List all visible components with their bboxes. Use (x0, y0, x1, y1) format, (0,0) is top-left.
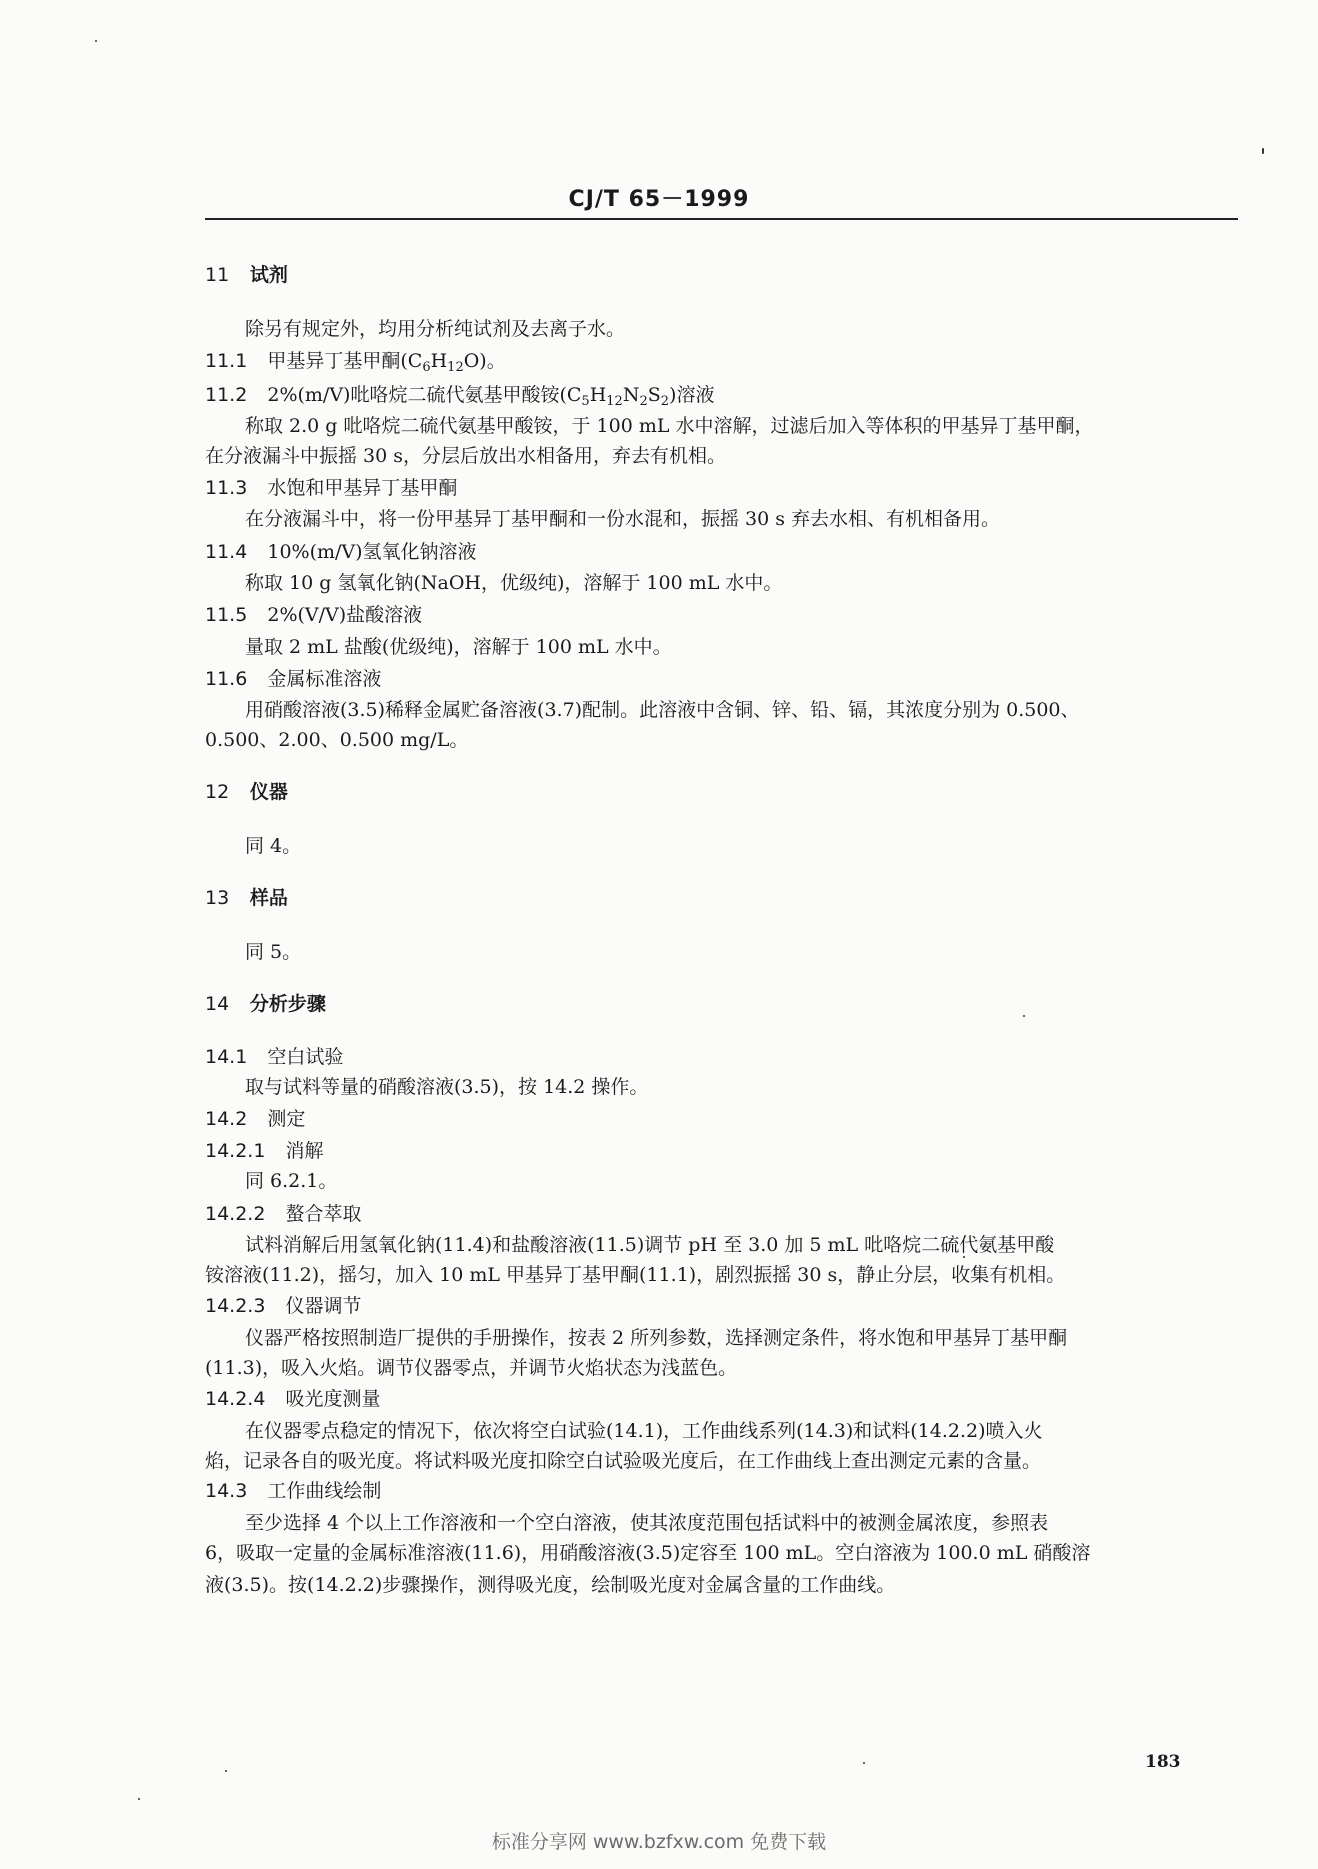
paragraph-14-3-line-3: 液(3.5)。按(14.2.2)步骤操作，测得吸光度，绘制吸光度对金属含量的工作曲线。 (205, 1574, 896, 1596)
section-number: 12 (205, 781, 230, 803)
page-number: 183 (1145, 1752, 1181, 1772)
scan-speck (1023, 1015, 1025, 1017)
section-11-4-heading (205, 539, 477, 565)
section-title: 2%(V/V)盐酸溶液 (267, 604, 423, 626)
section-title: 消解 (285, 1140, 324, 1162)
section-11-5-heading (205, 602, 422, 628)
section-number: 14.2.3 (205, 1295, 266, 1317)
scan-speck (1262, 148, 1264, 154)
section-14-heading (205, 991, 326, 1017)
section-14-2-4-heading (205, 1386, 381, 1412)
paragraph-11-intro: 除另有规定外，均用分析纯试剂及去离子水。 (245, 318, 626, 340)
paragraph-11-5: 量取 2 mL 盐酸(优级纯)，溶解于 100 mL 水中。 (245, 636, 672, 658)
section-title: 工作曲线绘制 (267, 1480, 382, 1502)
scan-speck (863, 1762, 865, 1764)
section-number: 14.2.4 (205, 1388, 266, 1410)
section-number: 11.3 (205, 477, 248, 499)
section-number: 14.2 (205, 1108, 248, 1130)
section-title: 分析步骤 (249, 993, 326, 1015)
paragraph-11-2-line-2: 在分液漏斗中振摇 30 s，分层后放出水相备用，弃去有机相。 (205, 445, 727, 467)
section-title: 10%(m/V)氢氧化钠溶液 (267, 541, 477, 563)
section-title: 空白试验 (267, 1046, 344, 1068)
paragraph-14-3-line-2: 6，吸取一定量的金属标准溶液(11.6)，用硝酸溶液(3.5)定容至 100 mL。空白溶液为 100.0 mL 硝酸溶 (205, 1542, 1091, 1564)
paragraph-11-4: 称取 10 g 氢氧化钠(NaOH，优级纯)，溶解于 100 mL 水中。 (245, 572, 783, 594)
section-title: 测定 (267, 1108, 306, 1130)
paragraph-14-2-2-line-2: 铵溶液(11.2)，摇匀，加入 10 mL 甲基异丁基甲酮(11.1)，剧烈振摇 30 s，静止分层，收集有机相。 (205, 1264, 1066, 1286)
paragraph-14-1: 取与试料等量的硝酸溶液(3.5)，按 14.2 操作。 (245, 1076, 649, 1098)
section-number: 11.2 (205, 384, 248, 406)
paragraph-14-2-1: 同 6.2.1。 (245, 1170, 338, 1192)
section-11-6-heading (205, 666, 381, 692)
paragraph-14-2-2-line-1: 试料消解后用氢氧化钠(11.4)和盐酸溶液(11.5)调节 pH 至 3.0 加 5 mL 吡咯烷二硫代氨基甲酸 (245, 1234, 1055, 1256)
section-number: 14.3 (205, 1480, 248, 1502)
section-13-heading (205, 885, 288, 911)
section-number: 14.2.2 (205, 1203, 266, 1225)
section-title: 金属标准溶液 (267, 668, 382, 690)
section-number: 11.6 (205, 668, 248, 690)
paragraph-11-3: 在分液漏斗中，将一份甲基异丁基甲酮和一份水混和，振摇 30 s 弃去水相、有机相备用。 (245, 508, 1001, 530)
section-title: 螯合萃取 (285, 1203, 362, 1225)
paragraph-12: 同 4。 (245, 835, 302, 857)
section-11-3-heading (205, 475, 457, 501)
paragraph-11-6-line-1: 用硝酸溶液(3.5)稀释金属贮备溶液(3.7)配制。此溶液中含铜、锌、铅、镉，其浓度分别为 0.500、 (245, 699, 1080, 721)
paragraph-14-3-line-1: 至少选择 4 个以上工作溶液和一个空白溶液，使其浓度范围包括试料中的被测金属浓度，参照表 (245, 1512, 1049, 1534)
section-11-1-heading (205, 348, 506, 381)
section-title: 试剂 (249, 264, 288, 286)
section-title: 样品 (249, 887, 288, 909)
standard-code-header: CJ/T 65－1999 (568, 187, 750, 212)
section-14-2-1-heading (205, 1138, 324, 1164)
scan-speck (138, 1798, 140, 1800)
section-number: 11.1 (205, 350, 248, 372)
formula-text: 2%(m/V)吡咯烷二硫代氨基甲酸铵$(C_5H_{12}N_2S_2)$溶液 (267, 384, 715, 409)
paragraph-14-2-3-line-2: (11.3)，吸入火焰。调节仪器零点，并调节火焰状态为浅蓝色。 (205, 1357, 738, 1379)
section-number: 13 (205, 887, 230, 909)
section-11-2-heading (205, 382, 714, 415)
section-11-heading (205, 262, 288, 288)
section-title: 仪器调节 (285, 1295, 362, 1317)
section-number: 14.2.1 (205, 1140, 266, 1162)
section-14-3-heading (205, 1478, 381, 1504)
paragraph-14-2-4-line-2: 焰，记录各自的吸光度。将试料吸光度扣除空白试验吸光度后，在工作曲线上查出测定元素的含量。 (205, 1450, 1042, 1472)
section-number: 11 (205, 264, 230, 286)
paragraph-13: 同 5。 (245, 941, 302, 963)
section-number: 11.4 (205, 541, 248, 563)
section-number: 14.1 (205, 1046, 248, 1068)
section-title: 仪器 (249, 781, 288, 803)
section-14-1-heading (205, 1044, 343, 1070)
section-14-2-3-heading (205, 1293, 362, 1319)
paragraph-14-2-4-line-1: 在仪器零点稳定的情况下，依次将空白试验(14.1)，工作曲线系列(14.3)和试料(14.2.2)喷入火 (245, 1420, 1043, 1442)
scan-speck (963, 1256, 965, 1258)
paragraph-11-6-line-2: 0.500、2.00、0.500 mg/L。 (205, 729, 469, 751)
section-number: 14 (205, 993, 230, 1015)
paragraph-14-2-3-line-1: 仪器严格按照制造厂提供的手册操作，按表 2 所列参数，选择测定条件，将水饱和甲基异丁基甲酮 (245, 1327, 1068, 1349)
section-number: 11.5 (205, 604, 248, 626)
scan-speck (225, 1770, 227, 1772)
paragraph-11-2-line-1: 称取 2.0 g 吡咯烷二硫代氨基甲酸铵，于 100 mL 水中溶解，过滤后加入等体积的甲基异丁基甲酮， (245, 415, 1094, 437)
scan-speck (95, 40, 97, 42)
header-rule (205, 218, 1238, 220)
section-12-heading (205, 779, 288, 805)
download-footer: 标准分享网 www.bzfxw.com 免费下载 (491, 1831, 827, 1853)
section-title: 水饱和甲基异丁基甲酮 (267, 477, 458, 499)
section-title: 吸光度测量 (285, 1388, 381, 1410)
formula-text: 甲基异丁基甲酮$(C_6H_{12}O)$。 (267, 350, 506, 375)
section-14-2-heading (205, 1106, 305, 1132)
section-14-2-2-heading (205, 1201, 362, 1227)
